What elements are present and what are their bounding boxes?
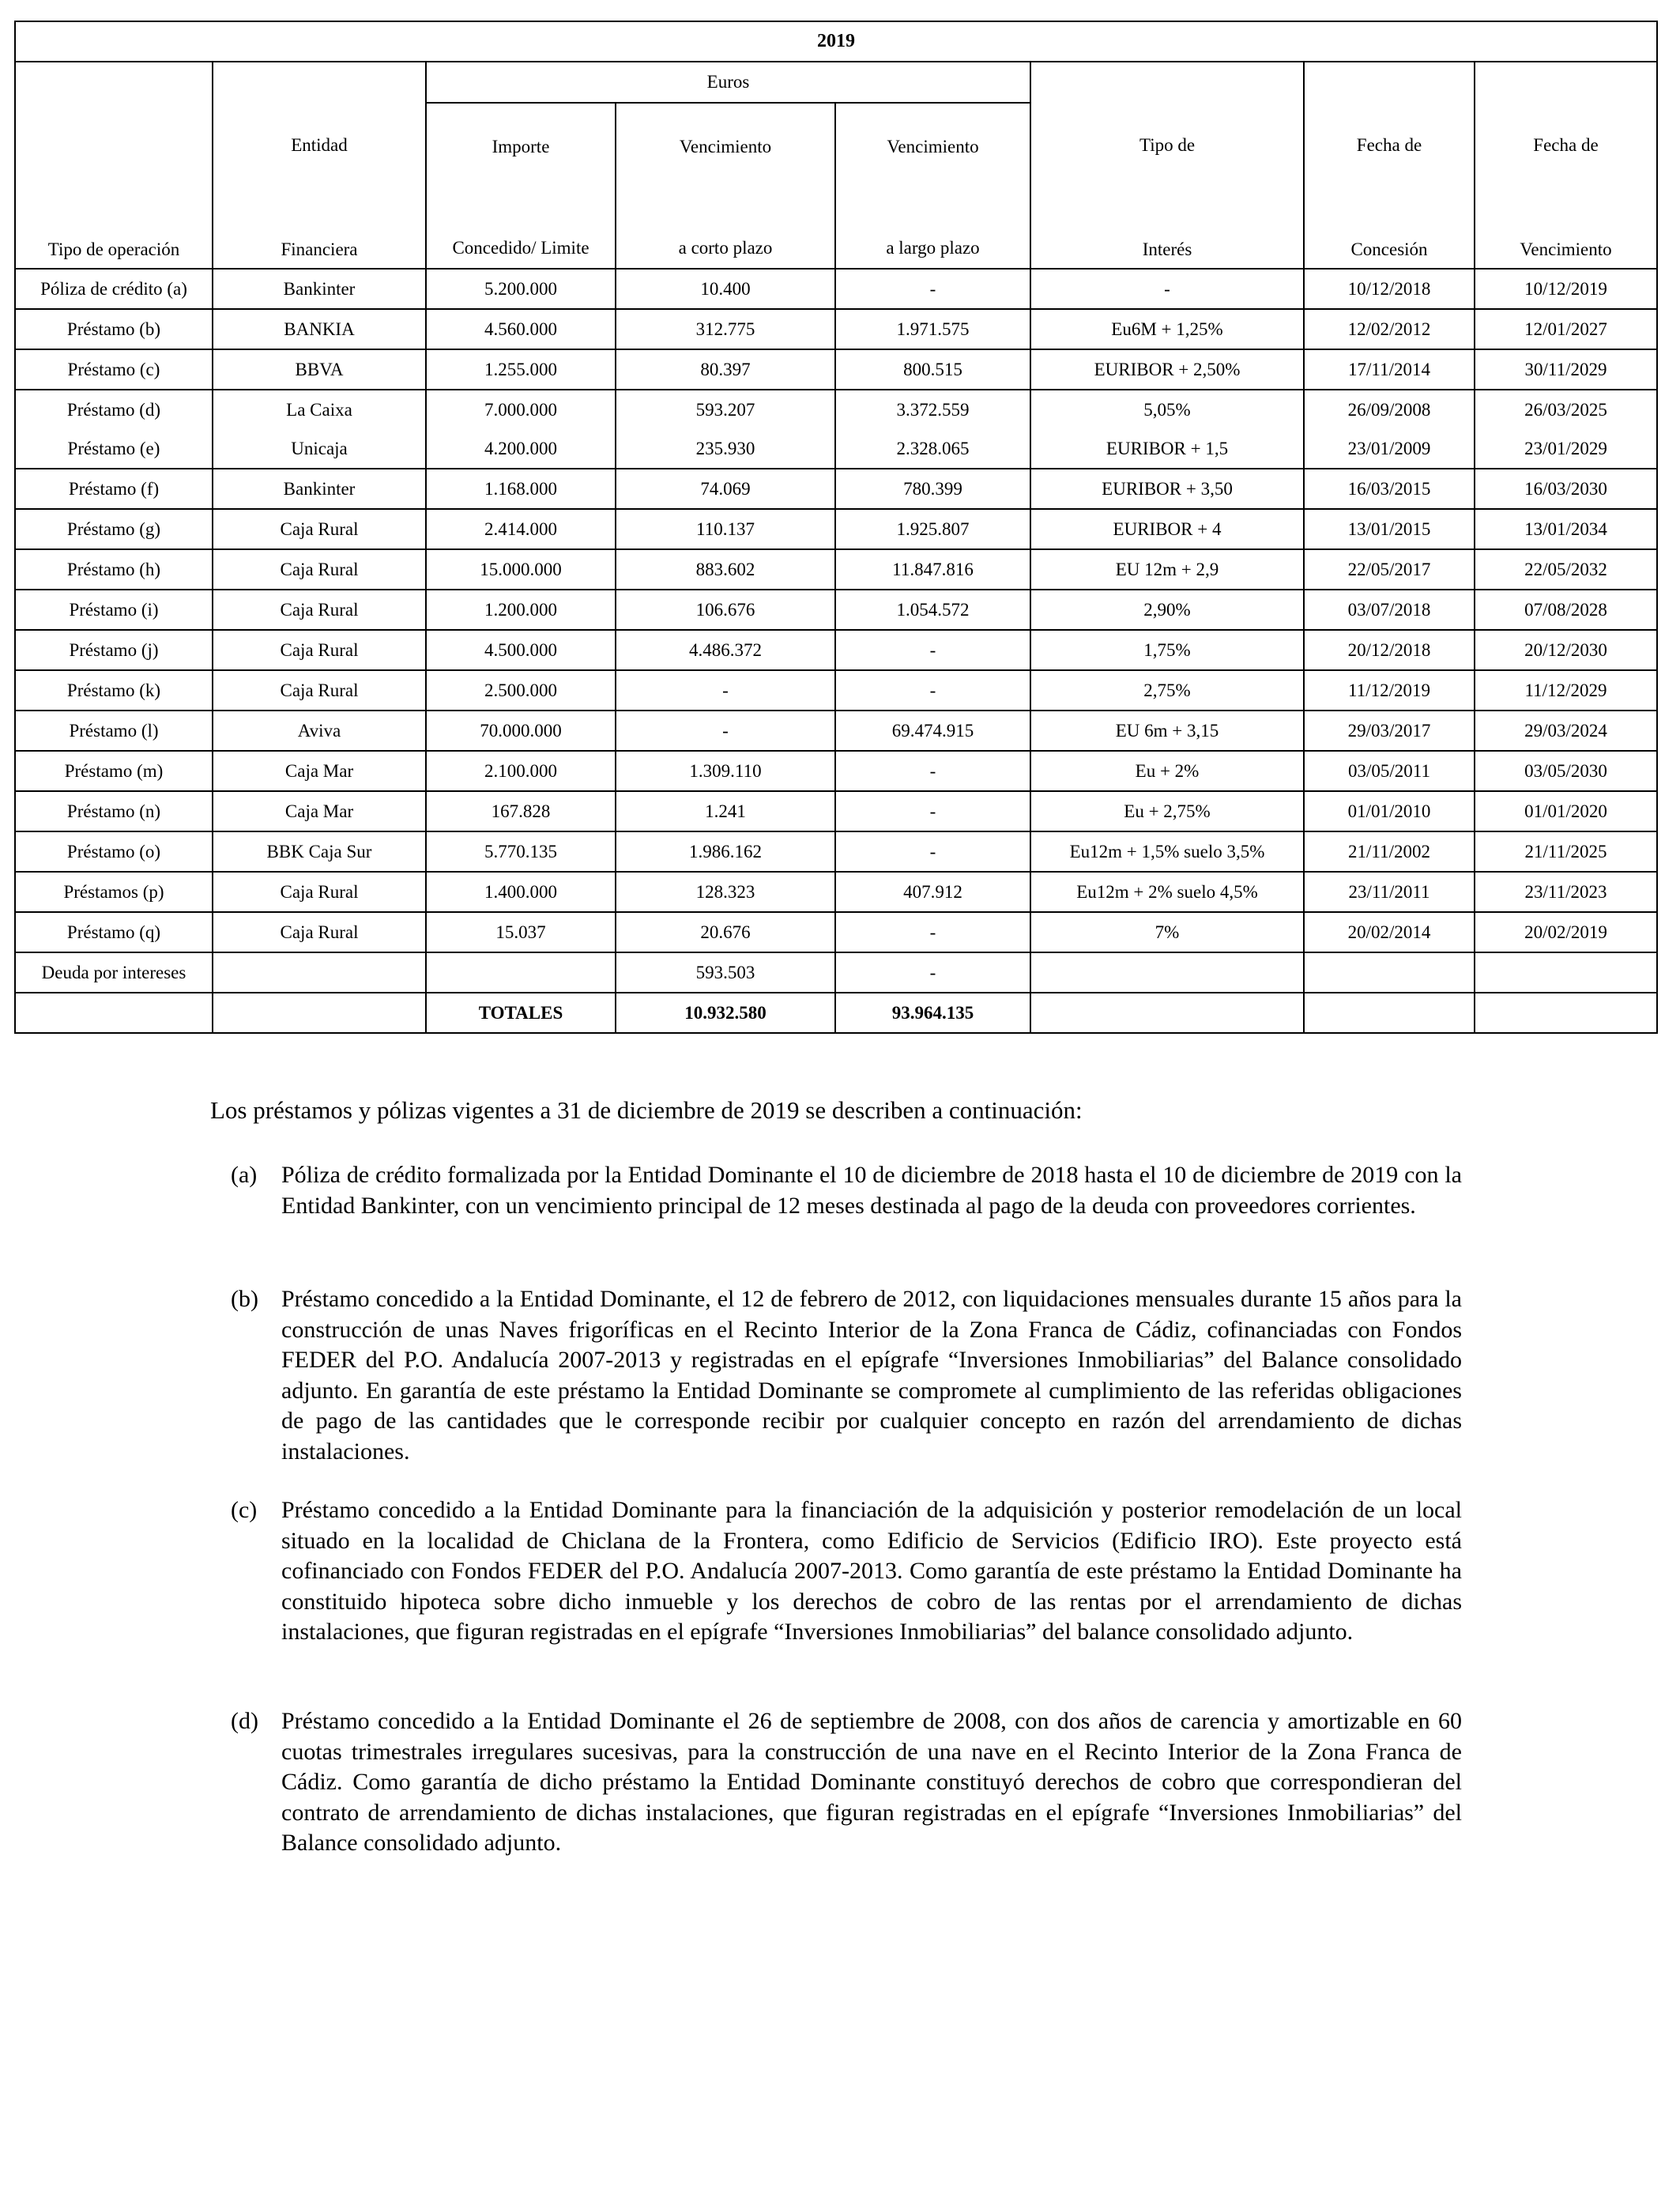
table-row xyxy=(15,831,1657,872)
table-cell: Eu12m + 2% suelo 4,5% xyxy=(1030,872,1304,912)
table-row xyxy=(15,711,1657,751)
table-cell: 13/01/2015 xyxy=(1304,509,1475,549)
table-cell: Caja Rural xyxy=(213,872,426,912)
table-cell: 128.323 xyxy=(616,872,835,912)
table-cell: Caja Rural xyxy=(213,590,426,630)
table-cell: EURIBOR + 1,5 xyxy=(1030,429,1304,469)
table-cell: - xyxy=(835,630,1030,670)
table-cell: 03/05/2011 xyxy=(1304,751,1475,791)
table-cell: 01/01/2020 xyxy=(1475,791,1657,831)
table-cell: 167.828 xyxy=(426,791,616,831)
table-cell: 3.372.559 xyxy=(835,390,1030,429)
table-cell: 26/09/2008 xyxy=(1304,390,1475,429)
table-row xyxy=(15,952,1657,993)
table-cell: 593.207 xyxy=(616,390,835,429)
table-cell: 30/11/2029 xyxy=(1475,349,1657,390)
table-cell: 69.474.915 xyxy=(835,711,1030,751)
table-cell: Eu + 2,75% xyxy=(1030,791,1304,831)
table-cell: Caja Rural xyxy=(213,670,426,711)
table-cell: 312.775 xyxy=(616,309,835,349)
table-cell: 800.515 xyxy=(835,349,1030,390)
table-cell: 1.054.572 xyxy=(835,590,1030,630)
table-cell: Unicaja xyxy=(213,429,426,469)
table-year: 2019 xyxy=(15,21,1657,62)
table-cell: 13/01/2034 xyxy=(1475,509,1657,549)
table-cell: BBK Caja Sur xyxy=(213,831,426,872)
table-row xyxy=(15,912,1657,952)
table-row xyxy=(15,509,1657,549)
total-corto-plazo: 10.932.580 xyxy=(616,993,835,1033)
table-cell: 10.400 xyxy=(616,269,835,309)
table-cell: 1.241 xyxy=(616,791,835,831)
table-row xyxy=(15,670,1657,711)
table-cell: 23/01/2009 xyxy=(1304,429,1475,469)
header-fecha-concesion: Fecha de Concesión xyxy=(1304,62,1475,269)
table-cell: 5.200.000 xyxy=(426,269,616,309)
table-cell: Préstamo (k) xyxy=(15,670,213,711)
table-cell: EU 12m + 2,9 xyxy=(1030,549,1304,590)
table-cell: 11.847.816 xyxy=(835,549,1030,590)
table-cell: 15.000.000 xyxy=(426,549,616,590)
note-b xyxy=(231,1284,1462,1467)
totals-label: TOTALES xyxy=(426,993,616,1033)
table-cell: 1.925.807 xyxy=(835,509,1030,549)
table-cell: 01/01/2010 xyxy=(1304,791,1475,831)
table-cell: 29/03/2017 xyxy=(1304,711,1475,751)
table-cell: 07/08/2028 xyxy=(1475,590,1657,630)
header-tipo-interes: Tipo de Interés xyxy=(1030,62,1304,269)
note-a xyxy=(231,1160,1462,1221)
header-venc-largo: Vencimiento a largo plazo xyxy=(835,103,1030,269)
table-cell: Préstamo (o) xyxy=(15,831,213,872)
table-cell: 2.500.000 xyxy=(426,670,616,711)
header-entidad: Entidad Financiera xyxy=(213,62,426,269)
table-cell: Préstamo (q) xyxy=(15,912,213,952)
table-cell: EURIBOR + 4 xyxy=(1030,509,1304,549)
table-cell: Préstamo (m) xyxy=(15,751,213,791)
note-label: (c) xyxy=(231,1497,258,1523)
header-fecha-vencimiento: Fecha de Vencimiento xyxy=(1475,62,1657,269)
table-cell: - xyxy=(1030,269,1304,309)
table-cell: 15.037 xyxy=(426,912,616,952)
table-cell: 26/03/2025 xyxy=(1475,390,1657,429)
table-cell: Caja Rural xyxy=(213,549,426,590)
table-cell: - xyxy=(835,269,1030,309)
table-cell: 03/07/2018 xyxy=(1304,590,1475,630)
table-cell: 1.400.000 xyxy=(426,872,616,912)
intro-paragraph: Los préstamos y pólizas vigentes a 31 de diciembre de 2019 se describen a continuación: xyxy=(210,1096,1083,1124)
total-largo-plazo: 93.964.135 xyxy=(835,993,1030,1033)
table-cell xyxy=(426,952,616,993)
table-cell: Préstamo (b) xyxy=(15,309,213,349)
table-cell: 20/02/2019 xyxy=(1475,912,1657,952)
table-cell: 407.912 xyxy=(835,872,1030,912)
table-row xyxy=(15,590,1657,630)
table-cell: 22/05/2017 xyxy=(1304,549,1475,590)
table-cell: 16/03/2030 xyxy=(1475,469,1657,509)
table-cell xyxy=(1030,952,1304,993)
table-cell: EU 6m + 3,15 xyxy=(1030,711,1304,751)
table-cell: Préstamo (c) xyxy=(15,349,213,390)
table-cell: 2,75% xyxy=(1030,670,1304,711)
table-cell: 20/12/2030 xyxy=(1475,630,1657,670)
table-cell: Préstamo (n) xyxy=(15,791,213,831)
table-cell: 1.255.000 xyxy=(426,349,616,390)
table-cell: 10/12/2018 xyxy=(1304,269,1475,309)
table-row xyxy=(15,751,1657,791)
table-cell: 5,05% xyxy=(1030,390,1304,429)
table-cell: Préstamo (e) xyxy=(15,429,213,469)
table-cell: 4.486.372 xyxy=(616,630,835,670)
table-cell: 12/01/2027 xyxy=(1475,309,1657,349)
table-row xyxy=(15,429,1657,469)
table-cell: 1,75% xyxy=(1030,630,1304,670)
table-cell: Eu + 2% xyxy=(1030,751,1304,791)
table-cell: Bankinter xyxy=(213,469,426,509)
note-text: Póliza de crédito formalizada por la Entidad Dominante el 10 de diciembre de 2018 hasta el 10 de diciembre de 2019 con la Entidad Bankinter, con un vencimiento principal de 12 meses destinada al pago de la deuda con proveedores corrientes. xyxy=(281,1162,1462,1219)
table-cell: 2.328.065 xyxy=(835,429,1030,469)
note-label: (a) xyxy=(231,1162,258,1188)
table-cell: - xyxy=(835,791,1030,831)
table-cell: 4.560.000 xyxy=(426,309,616,349)
table-cell: 235.930 xyxy=(616,429,835,469)
table-cell: 2.100.000 xyxy=(426,751,616,791)
table-cell: EURIBOR + 3,50 xyxy=(1030,469,1304,509)
table-cell: 1.200.000 xyxy=(426,590,616,630)
table-cell: 16/03/2015 xyxy=(1304,469,1475,509)
header-venc-corto: Vencimiento a corto plazo xyxy=(616,103,835,269)
note-text: Préstamo concedido a la Entidad Dominante el 26 de septiembre de 2008, con dos años de carencia y amortizable en 60 cuotas trimestrales irregulares sucesivas, para la construcción de una nave en el Recinto Interior de la Zona Franca de Cádiz. Como garantía de dicho préstamo la Entidad Dominante constituyó derechos de cobro que correspondieran del contrato de arrendamiento de dichas instalaciones, que figuran registradas en el epígrafe “Inversiones Inmobiliarias” del Balance consolidado adjunto. xyxy=(281,1708,1462,1856)
table-cell: 1.168.000 xyxy=(426,469,616,509)
table-cell: BBVA xyxy=(213,349,426,390)
table-cell: Caja Rural xyxy=(213,509,426,549)
table-cell: 593.503 xyxy=(616,952,835,993)
note-label: (b) xyxy=(231,1286,258,1312)
table-cell: Préstamo (f) xyxy=(15,469,213,509)
note-d xyxy=(231,1706,1462,1859)
table-cell: - xyxy=(616,670,835,711)
table-cell: BANKIA xyxy=(213,309,426,349)
header-euros: Euros xyxy=(426,62,1030,103)
table-cell: 7% xyxy=(1030,912,1304,952)
table-cell: - xyxy=(835,912,1030,952)
table-cell: 23/11/2011 xyxy=(1304,872,1475,912)
table-cell: 23/11/2023 xyxy=(1475,872,1657,912)
totals-row xyxy=(15,993,1657,1033)
table-cell: Caja Rural xyxy=(213,912,426,952)
table-row xyxy=(15,469,1657,509)
table-cell: 20/02/2014 xyxy=(1304,912,1475,952)
table-cell: - xyxy=(835,670,1030,711)
table-row xyxy=(15,791,1657,831)
table-cell: 74.069 xyxy=(616,469,835,509)
table-cell: Caja Mar xyxy=(213,751,426,791)
table-cell: - xyxy=(835,751,1030,791)
table-cell: 17/11/2014 xyxy=(1304,349,1475,390)
table-cell: Préstamo (g) xyxy=(15,509,213,549)
table-cell: 4.200.000 xyxy=(426,429,616,469)
table-cell: Eu12m + 1,5% suelo 3,5% xyxy=(1030,831,1304,872)
table-row xyxy=(15,872,1657,912)
table-cell: Caja Mar xyxy=(213,791,426,831)
note-text: Préstamo concedido a la Entidad Dominante para la financiación de la adquisición y posterior remodelación de un local situado en la localidad de Chiclana de la Frontera, como Edificio de Servicios (Edificio IRO). Este proyecto está cofinanciado con Fondos FEDER del P.O. Andalucía 2007-2013. Como garantía de este préstamo la Entidad Dominante ha constituido hipoteca sobre dicho inmueble y los derechos de cobro de las rentas por el arrendamiento de dichas instalaciones, que figuran registradas en el epígrafe “Inversiones Inmobiliarias” del balance consolidado adjunto. xyxy=(281,1497,1462,1645)
table-row xyxy=(15,349,1657,390)
table-cell: 22/05/2032 xyxy=(1475,549,1657,590)
table-row xyxy=(15,390,1657,429)
table-cell: - xyxy=(616,711,835,751)
table-cell: 1.309.110 xyxy=(616,751,835,791)
table-cell: Préstamo (h) xyxy=(15,549,213,590)
table-cell: 23/01/2029 xyxy=(1475,429,1657,469)
table-cell: - xyxy=(835,952,1030,993)
table-cell: Póliza de crédito (a) xyxy=(15,269,213,309)
table-cell: Eu6M + 1,25% xyxy=(1030,309,1304,349)
table-cell: Préstamo (i) xyxy=(15,590,213,630)
table-cell: 29/03/2024 xyxy=(1475,711,1657,751)
table-cell: Aviva xyxy=(213,711,426,751)
table-cell: Caja Rural xyxy=(213,630,426,670)
table-cell: 2.414.000 xyxy=(426,509,616,549)
header-tipo-operacion: Tipo de operación xyxy=(15,62,213,269)
header-importe: Importe Concedido/ Limite xyxy=(426,103,616,269)
table-cell: 21/11/2002 xyxy=(1304,831,1475,872)
note-c xyxy=(231,1495,1462,1648)
table-cell: 20/12/2018 xyxy=(1304,630,1475,670)
table-cell: 11/12/2029 xyxy=(1475,670,1657,711)
table-cell: 110.137 xyxy=(616,509,835,549)
table-cell: 21/11/2025 xyxy=(1475,831,1657,872)
table-cell: - xyxy=(835,831,1030,872)
table-row xyxy=(15,549,1657,590)
table-cell xyxy=(1475,952,1657,993)
table-cell: 106.676 xyxy=(616,590,835,630)
table-row xyxy=(15,269,1657,309)
note-text: Préstamo concedido a la Entidad Dominante, el 12 de febrero de 2012, con liquidaciones mensuales durante 15 años para la construcción de unas Naves frigoríficas en el Recinto Interior de la Zona Franca de Cádiz, cofinanciadas con Fondos FEDER del P.O. Andalucía 2007-2013 y registradas en el epígrafe “Inversiones Inmobiliarias” del Balance consolidado adjunto. En garantía de este préstamo la Entidad Dominante se compromete al cumplimiento de las referidas obligaciones de pago de las cantidades que le corresponde recibir por cualquier concepto en razón del arrendamiento de dichas instalaciones. xyxy=(281,1286,1462,1465)
table-cell: 10/12/2019 xyxy=(1475,269,1657,309)
table-body xyxy=(15,269,1657,993)
table-cell: Préstamos (p) xyxy=(15,872,213,912)
table-cell: 4.500.000 xyxy=(426,630,616,670)
table-cell: 03/05/2030 xyxy=(1475,751,1657,791)
table-cell: 11/12/2019 xyxy=(1304,670,1475,711)
table-cell: 1.971.575 xyxy=(835,309,1030,349)
table-cell: 7.000.000 xyxy=(426,390,616,429)
table-row xyxy=(15,630,1657,670)
table-cell: 2,90% xyxy=(1030,590,1304,630)
table-cell xyxy=(1304,952,1475,993)
table-cell: La Caixa xyxy=(213,390,426,429)
table-cell: Bankinter xyxy=(213,269,426,309)
note-label: (d) xyxy=(231,1708,258,1734)
table-cell: 5.770.135 xyxy=(426,831,616,872)
loans-table xyxy=(14,21,1658,1034)
table-cell: Préstamo (j) xyxy=(15,630,213,670)
table-row xyxy=(15,309,1657,349)
table-cell: Deuda por intereses xyxy=(15,952,213,993)
table-cell xyxy=(213,952,426,993)
table-cell: EURIBOR + 2,50% xyxy=(1030,349,1304,390)
table-cell: 1.986.162 xyxy=(616,831,835,872)
table-cell: 883.602 xyxy=(616,549,835,590)
table-cell: 12/02/2012 xyxy=(1304,309,1475,349)
table-cell: 70.000.000 xyxy=(426,711,616,751)
table-cell: 80.397 xyxy=(616,349,835,390)
table-cell: Préstamo (l) xyxy=(15,711,213,751)
table-cell: Préstamo (d) xyxy=(15,390,213,429)
table-cell: 780.399 xyxy=(835,469,1030,509)
table-cell: 20.676 xyxy=(616,912,835,952)
